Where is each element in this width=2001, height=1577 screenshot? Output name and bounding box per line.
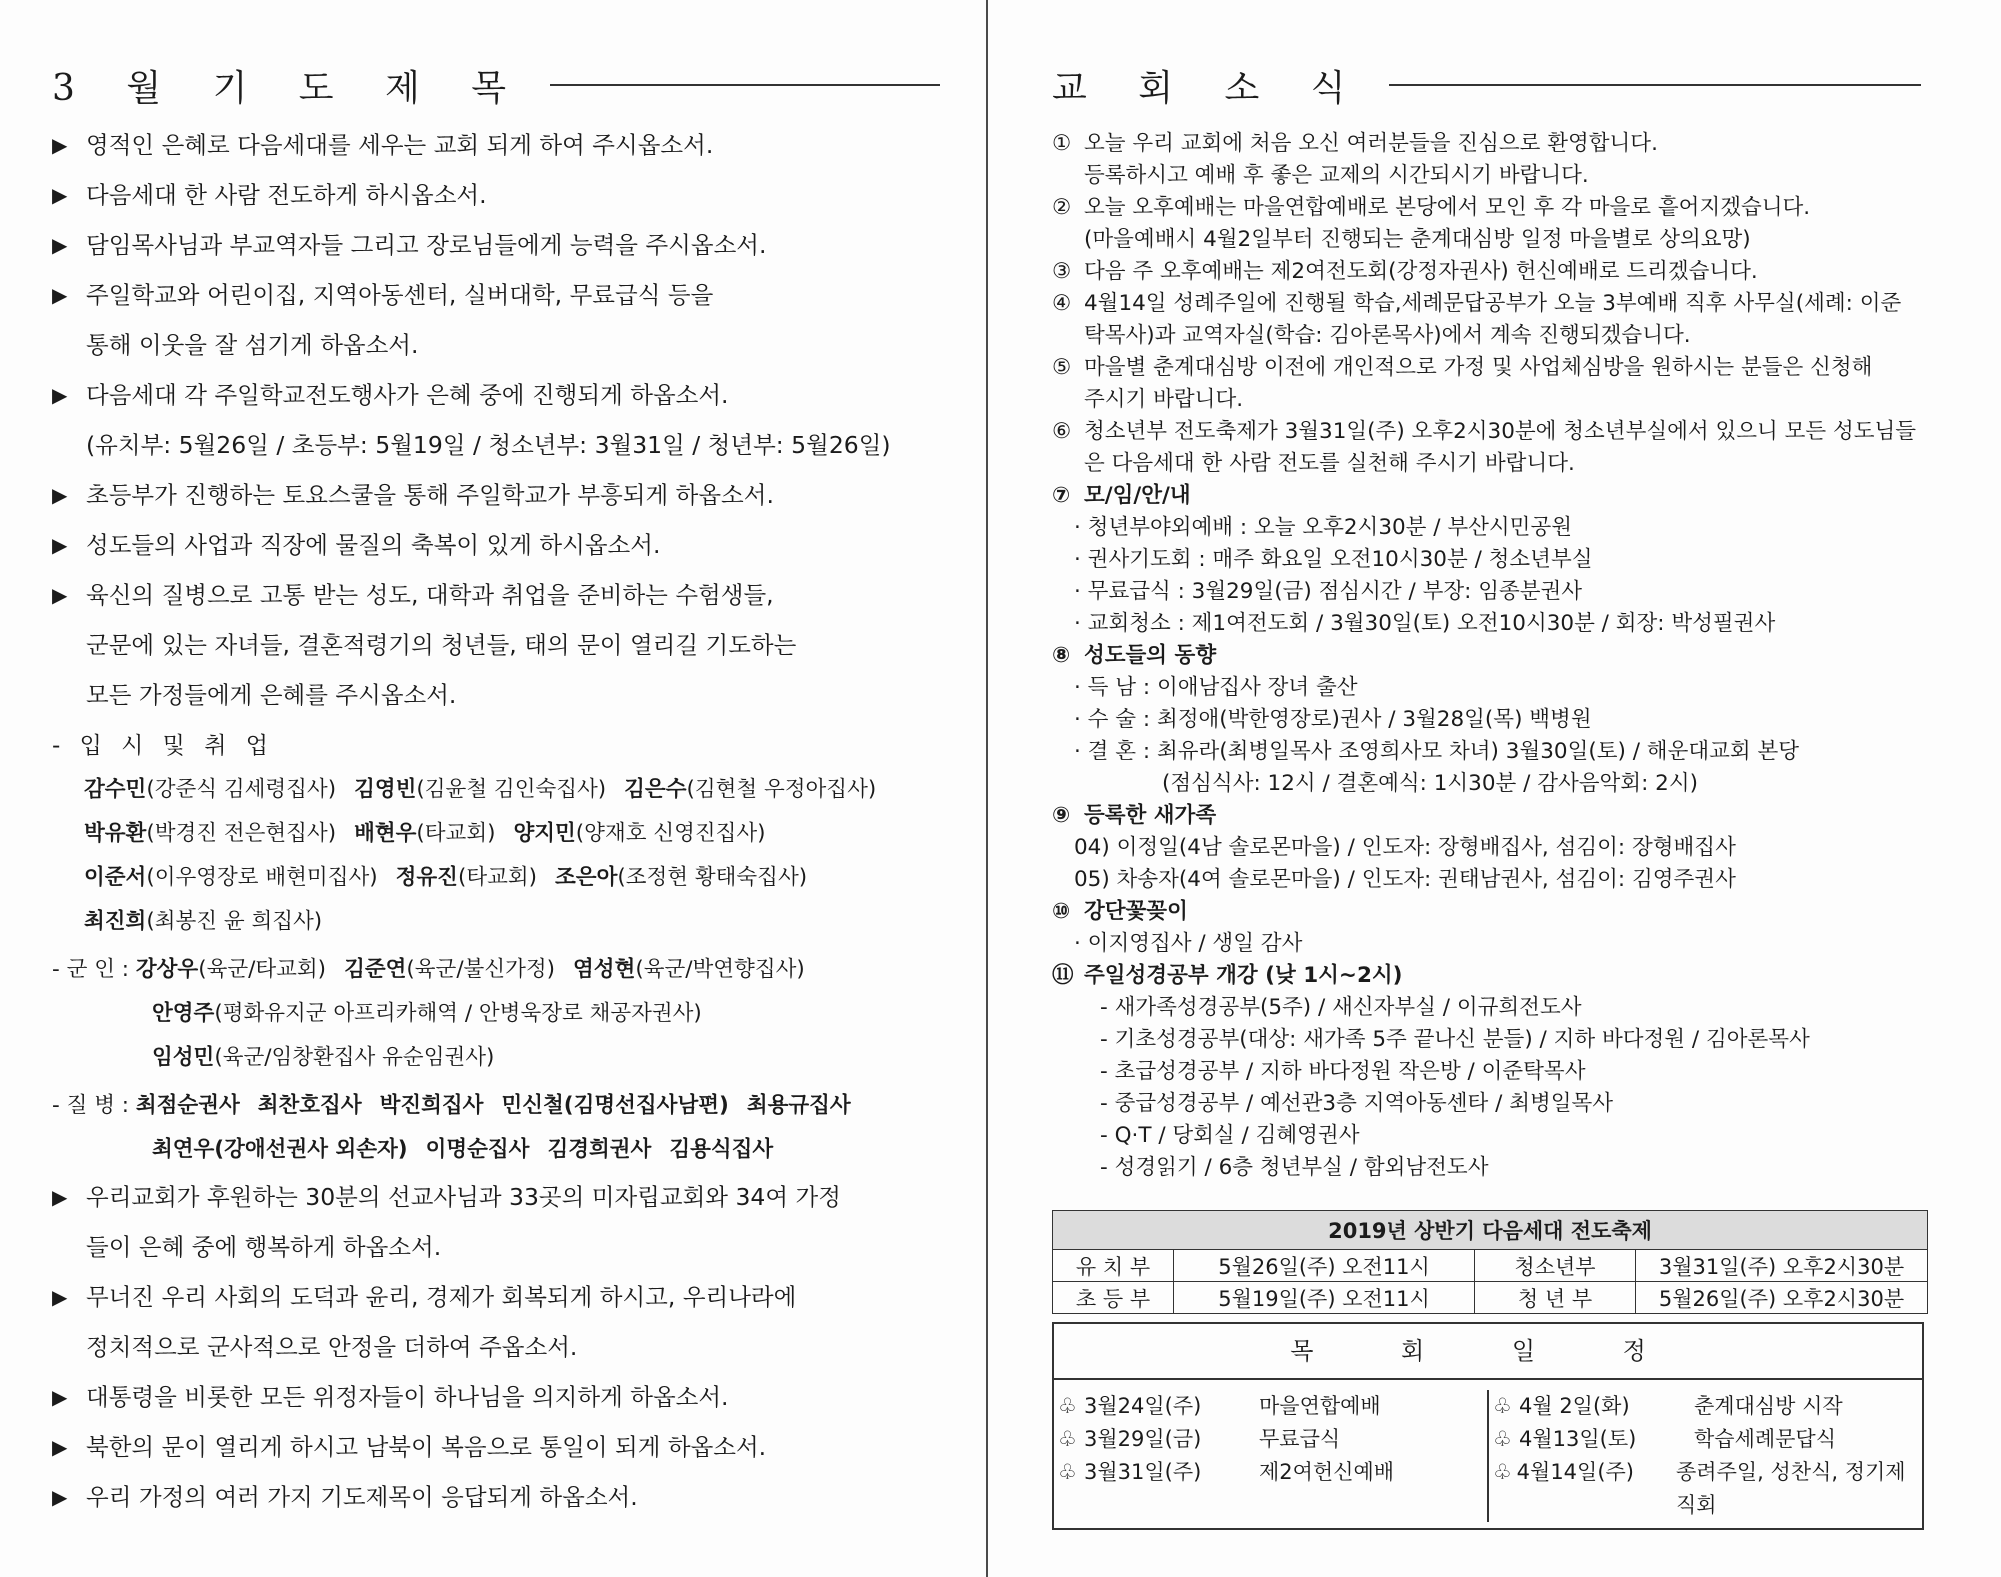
person-name: 박진희집사 — [379, 1093, 484, 1118]
schedule-entry — [1493, 1423, 1922, 1456]
person-name: 안영주 — [152, 1001, 215, 1026]
schedule-event: 춘계대심방 시작 — [1694, 1394, 1843, 1418]
person-name: 김준연 — [344, 957, 407, 982]
person-name: 정유진 — [395, 865, 458, 890]
person-name: 민신철(김명선집사남편) — [501, 1093, 729, 1118]
news-item — [1052, 256, 1941, 288]
section-label: - 질 병 : — [52, 1093, 136, 1118]
person-name: 최찬호집사 — [257, 1093, 362, 1118]
news-text: 청소년부 전도축제가 3월31일(주) 오후2시30분에 청소년부실에서 있으니 모든 성도님들 — [1084, 419, 1917, 444]
illness-names — [52, 1084, 960, 1172]
news-item — [1052, 192, 1941, 224]
clover-icon: ♧ — [1058, 1394, 1077, 1418]
item-number: ② — [1052, 195, 1072, 220]
prayer-item — [52, 1472, 960, 1522]
prayer-item — [52, 270, 960, 320]
bible-heading — [1052, 960, 1941, 992]
prayer-text: 다음세대 각 주일학교전도행사가 은혜 중에 진행되게 하옵소서. — [86, 381, 729, 409]
dept-cell: 청소년부 — [1475, 1250, 1636, 1282]
name-row — [52, 768, 960, 812]
members-note: (점심식사: 12시 / 결혼예식: 1시30분 / 감사음악회: 2시) — [1162, 771, 1698, 796]
prayer-text: 주일학교와 어린이집, 지역아동센터, 실버대학, 무료급식 등을 — [86, 281, 714, 309]
prayer-item — [52, 520, 960, 570]
prayer-item — [52, 1272, 960, 1322]
section-title: 등록한 새가족 — [1084, 803, 1217, 828]
item-number: ④ — [1052, 291, 1072, 316]
prayer-item — [52, 120, 960, 170]
title-rule — [550, 84, 940, 86]
person-note: (타교회) — [416, 821, 496, 846]
name-row — [52, 1036, 960, 1080]
admission-section — [52, 724, 960, 944]
person-name: 김용식집사 — [669, 1137, 774, 1162]
admission-names — [52, 768, 960, 944]
prayer-item — [52, 570, 960, 620]
person-note: (강준식 김세령집사) — [146, 777, 337, 802]
bullet-icon: ▶ — [52, 283, 68, 307]
prayer-text-cont: 군문에 있는 자녀들, 결혼적령기의 청년들, 태의 문이 열리길 기도하는 — [86, 631, 797, 659]
name-row — [52, 992, 960, 1036]
schedule-event: 학습세례문답식 — [1694, 1427, 1837, 1451]
prayer-text: 성도들의 사업과 직장에 물질의 축복이 있게 하시옵소서. — [86, 531, 661, 559]
schedule-date: 4월13일(토) — [1519, 1427, 1637, 1451]
families-line: 04) 이정일(4남 솔로몬마을) / 인도자: 장형배집사, 섬김이: 장형배집사 — [1074, 835, 1736, 860]
schedule-entry — [1058, 1423, 1487, 1456]
schedule-event: 종려주일, 성찬식, 정기제직회 — [1676, 1460, 1906, 1517]
schedule-entry — [1493, 1456, 1922, 1522]
table-row — [1053, 1250, 1928, 1282]
person-note: (최봉진 윤 희집사) — [146, 909, 323, 934]
schedule-date: 3월31일(주) — [1084, 1460, 1202, 1484]
person-name: 감수민 — [84, 777, 147, 802]
news-text-cont: 등록하시고 예배 후 좋은 교제의 시간되시기 바랍니다. — [1084, 163, 1589, 188]
news-text: 오늘 오후예배는 마을연합예배로 본당에서 모인 후 각 마을로 흩어지겠습니다. — [1084, 195, 1811, 220]
bullet-icon: ▶ — [52, 533, 68, 557]
bible-line: - 새가족성경공부(5주) / 새신자부실 / 이규희전도사 — [1100, 995, 1582, 1020]
military-names — [52, 948, 960, 1080]
schedule-col-left — [1054, 1390, 1487, 1522]
table-row — [1053, 1282, 1928, 1314]
prayer-item — [52, 1422, 960, 1472]
members-line: · 득 남 : 이애남집사 장녀 출산 — [1074, 675, 1358, 700]
news-text-cont: 주시기 바랍니다. — [1084, 387, 1244, 412]
name-row — [52, 948, 960, 992]
bible-line: - Q·T / 당회실 / 김혜영권사 — [1100, 1123, 1360, 1148]
news-text: 다음 주 오후예배는 제2여전도회(강정자권사) 헌신예배로 드리겠습니다. — [1084, 259, 1758, 284]
prayer-text: 무너진 우리 사회의 도덕과 윤리, 경제가 회복되게 하시고, 우리나라에 — [86, 1283, 797, 1311]
clover-icon: ♧ — [1058, 1460, 1077, 1484]
news-page — [992, 0, 2001, 1577]
schedule-entry — [1493, 1390, 1922, 1423]
news-item — [1052, 288, 1941, 320]
schedule-event: 마을연합예배 — [1259, 1394, 1381, 1418]
bullet-icon: ▶ — [52, 133, 68, 157]
illness-section — [52, 1084, 960, 1172]
item-number: ⑨ — [1052, 803, 1071, 828]
section-title: 모/임/안/내 — [1084, 483, 1191, 508]
section-title: 성도들의 동향 — [1084, 643, 1217, 668]
prayer-text: 북한의 문이 열리게 하시고 남북이 복음으로 통일이 되게 하옵소서. — [86, 1433, 767, 1461]
members-line: · 수 술 : 최정애(박한영장로)권사 / 3월28일(목) 백병원 — [1074, 707, 1592, 732]
military-section — [52, 948, 960, 1080]
bible-line: - 초급성경공부 / 지하 바다정원 작은방 / 이준탁목사 — [1100, 1059, 1586, 1084]
schedule-date: 4월14일(주) — [1516, 1460, 1634, 1484]
item-number: ⑦ — [1052, 483, 1071, 508]
person-note: (김윤철 김인숙집사) — [416, 777, 607, 802]
bullet-icon: ▶ — [52, 1285, 68, 1309]
person-name: 최연우(강애선권사 외손자) — [152, 1137, 408, 1162]
person-name: 임성민 — [152, 1045, 215, 1070]
news-item — [1052, 128, 1941, 160]
item-number: ⑧ — [1052, 643, 1071, 668]
person-note: (양재호 신영진집사) — [575, 821, 766, 846]
bullet-icon: ▶ — [52, 383, 68, 407]
prayer-text: 대통령을 비롯한 모든 위정자들이 하나님을 의지하게 하옵소서. — [86, 1383, 729, 1411]
schedule-date: 3월29일(금) — [1084, 1427, 1202, 1451]
name-row — [52, 1128, 960, 1172]
festival-title: 2019년 상반기 다음세대 전도축제 — [1053, 1211, 1928, 1250]
gatherings-line: · 교회청소 : 제1여전도회 / 3월30일(토) 오전10시30분 / 회장: 박성필권사 — [1074, 611, 1776, 636]
date-cell: 5월26일(주) 오전11시 — [1174, 1250, 1475, 1282]
prayer-text-cont: 정치적으로 군사적으로 안정을 더하여 주옵소서. — [86, 1333, 578, 1361]
news-text: 마을별 춘계대심방 이전에 개인적으로 가정 및 사업체심방을 원하시는 분들은 신청해 — [1084, 355, 1873, 380]
families-heading — [1052, 800, 1941, 832]
prayer-text: 육신의 질병으로 고통 받는 성도, 대학과 취업을 준비하는 수험생들, — [86, 581, 774, 609]
bullet-icon: ▶ — [52, 1385, 68, 1409]
person-name: 양지민 — [513, 821, 576, 846]
person-note: (김현철 우정아집사) — [686, 777, 877, 802]
schedule-event: 제2여헌신예배 — [1259, 1460, 1395, 1484]
prayer-text-cont: 모든 가정들에게 은혜를 주시옵소서. — [86, 681, 457, 709]
bible-line: - 기초성경공부(대상: 새가족 5주 끝나신 분들) / 지하 바다정원 / 김아론목사 — [1100, 1027, 1810, 1052]
date-cell: 5월19일(주) 오전11시 — [1174, 1282, 1475, 1314]
news-item — [1052, 416, 1941, 448]
item-number: ⑤ — [1052, 355, 1072, 380]
person-note: (타교회) — [457, 865, 538, 890]
person-note: (육군/불신가정) — [406, 957, 556, 982]
person-name: 염성현 — [573, 957, 636, 982]
item-number: ⑥ — [1052, 419, 1072, 444]
section-title: 주일성경공부 개강 (낮 1시~2시) — [1084, 963, 1403, 988]
schedule-date: 4월 2일(화) — [1519, 1394, 1630, 1418]
bullet-icon: ▶ — [52, 1435, 68, 1459]
person-note: (평화유지군 아프리카해역 / 안병욱장로 채공자권사) — [214, 1001, 702, 1026]
prayer-text: 다음세대 한 사람 전도하게 하시옵소서. — [86, 181, 487, 209]
schedule-col-right — [1487, 1390, 1922, 1522]
schedule-entry — [1058, 1456, 1487, 1489]
bible-line: - 중급성경공부 / 예선관3층 지역아동센타 / 최병일목사 — [1100, 1091, 1614, 1116]
prayer-item — [52, 170, 960, 220]
item-number: ① — [1052, 131, 1072, 156]
name-row — [52, 812, 960, 856]
date-cell: 5월26일(주) 오후2시30분 — [1636, 1282, 1928, 1314]
prayer-text: 우리교회가 후원하는 30분의 선교사님과 33곳의 미자립교회와 34여 가정 — [86, 1183, 841, 1211]
news-heading — [1052, 50, 1941, 120]
prayer-text-cont: (유치부: 5월26일 / 초등부: 5월19일 / 청소년부: 3월31일 / 청년부: 5월26일) — [86, 431, 891, 459]
news-list — [1052, 128, 1941, 1184]
name-row — [52, 1084, 960, 1128]
person-name: 강상우 — [135, 957, 199, 982]
bible-line: - 성경읽기 / 6층 청년부실 / 함외남전도사 — [1100, 1155, 1489, 1180]
news-item — [1052, 352, 1941, 384]
person-name: 김영빈 — [354, 777, 417, 802]
person-note: (박경진 전은현집사) — [146, 821, 337, 846]
person-name: 박유환 — [84, 821, 147, 846]
prayer-item — [52, 1172, 960, 1222]
item-number: ⑩ — [1052, 899, 1071, 924]
schedule-date: 3월24일(주) — [1084, 1394, 1202, 1418]
bullet-icon: ▶ — [52, 233, 68, 257]
gatherings-line: · 무료급식 : 3월29일(금) 점심시간 / 부장: 임종분권사 — [1074, 579, 1583, 604]
prayer-item — [52, 370, 960, 420]
bullet-icon: ▶ — [52, 1485, 68, 1509]
members-line: · 결 혼 : 최유라(최병일목사 조영희사모 차녀) 3월30일(토) / 해운대교회 본당 — [1074, 739, 1800, 764]
person-name: 이명순집사 — [425, 1137, 530, 1162]
name-row — [52, 856, 960, 900]
person-name: 최점순권사 — [135, 1093, 240, 1118]
members-heading — [1052, 640, 1941, 672]
dept-cell: 청 년 부 — [1475, 1282, 1636, 1314]
flowers-heading — [1052, 896, 1941, 928]
prayer-item — [52, 1372, 960, 1422]
prayer-page — [0, 0, 990, 1577]
dept-cell: 초 등 부 — [1053, 1282, 1174, 1314]
news-text-cont: (마을예배시 4월2일부터 진행되는 춘계대심방 일정 마을별로 상의요망) — [1084, 227, 1751, 252]
section-label: - 군 인 : — [52, 957, 136, 982]
section-title: 강단꽃꽂이 — [1084, 899, 1188, 924]
schedule-event: 무료급식 — [1259, 1427, 1341, 1451]
item-number: ⑪ — [1052, 963, 1074, 988]
person-name: 김은수 — [624, 777, 687, 802]
person-name: 최진희 — [84, 909, 147, 934]
person-note: (조정현 황태숙집사) — [617, 865, 808, 890]
clover-icon: ♧ — [1493, 1460, 1512, 1484]
gatherings-line: · 권사기도회 : 매주 화요일 오전10시30분 / 청소년부실 — [1074, 547, 1593, 572]
person-name: 배현우 — [354, 821, 417, 846]
prayer-list-2 — [52, 1172, 960, 1522]
admission-label: - 입 시 및 취 업 — [52, 733, 274, 759]
prayer-text: 영적인 은혜로 다음세대를 세우는 교회 되게 하여 주시옵소서. — [86, 131, 714, 159]
gatherings-heading — [1052, 480, 1941, 512]
prayer-text: 담임목사님과 부교역자들 그리고 장로님들에게 능력을 주시옵소서. — [86, 231, 767, 259]
date-cell: 3월31일(주) 오후2시30분 — [1636, 1250, 1928, 1282]
dept-cell: 유 치 부 — [1053, 1250, 1174, 1282]
news-text: 4월14일 성례주일에 진행될 학습,세례문답공부가 오늘 3부예배 직후 사무실(세례: 이준 — [1084, 291, 1902, 316]
prayer-item — [52, 220, 960, 270]
prayer-text-cont: 들이 은혜 중에 행복하게 하옵소서. — [86, 1233, 442, 1261]
prayer-text-cont: 통해 이웃을 잘 섬기게 하옵소서. — [86, 331, 419, 359]
person-name: 김경희권사 — [547, 1137, 652, 1162]
news-text-cont: 은 다음세대 한 사람 전도를 실천해 주시기 바랍니다. — [1084, 451, 1575, 476]
evangelism-festival-table — [1052, 1210, 1928, 1314]
prayer-list — [52, 120, 960, 720]
person-note: (육군/임창환집사 유순임권사) — [214, 1045, 495, 1070]
prayer-item — [52, 470, 960, 520]
flowers-line: · 이지영집사 / 생일 감사 — [1074, 931, 1303, 956]
person-note: (육군/타교회) — [198, 957, 327, 982]
news-text-cont: 탁목사)과 교역자실(학습: 김아론목사)에서 계속 진행되겠습니다. — [1084, 323, 1691, 348]
page-title: 3 월 기 도 제 목 — [52, 67, 527, 109]
name-row — [52, 900, 960, 944]
title-rule — [1389, 84, 1921, 86]
prayer-heading — [52, 50, 960, 120]
prayer-text: 우리 가정의 여러 가지 기도제목이 응답되게 하옵소서. — [86, 1483, 638, 1511]
person-note: (이우영장로 배현미집사) — [146, 865, 378, 890]
schedule-entry — [1058, 1390, 1487, 1423]
schedule-title: 목 회 일 정 — [1054, 1324, 1922, 1380]
item-number: ③ — [1052, 259, 1072, 284]
news-text: 오늘 우리 교회에 처음 오신 여러분들을 진심으로 환영합니다. — [1084, 131, 1658, 156]
person-name: 최용규집사 — [746, 1093, 851, 1118]
pastoral-schedule — [1052, 1322, 1924, 1530]
person-name: 이준서 — [84, 865, 147, 890]
bullet-icon: ▶ — [52, 583, 68, 607]
clover-icon: ♧ — [1493, 1427, 1512, 1451]
clover-icon: ♧ — [1058, 1427, 1077, 1451]
prayer-text: 초등부가 진행하는 토요스쿨을 통해 주일학교가 부흥되게 하옵소서. — [86, 481, 774, 509]
news-title: 교 회 소 식 — [1052, 67, 1366, 109]
person-name: 조은아 — [555, 865, 618, 890]
clover-icon: ♧ — [1493, 1394, 1512, 1418]
person-note: (육군/박연향집사) — [635, 957, 805, 982]
bullet-icon: ▶ — [52, 183, 68, 207]
bullet-icon: ▶ — [52, 483, 68, 507]
families-line: 05) 차송자(4여 솔로몬마을) / 인도자: 권태남권사, 섬김이: 김영주권사 — [1074, 867, 1736, 892]
gatherings-line: · 청년부야외예배 : 오늘 오후2시30분 / 부산시민공원 — [1074, 515, 1572, 540]
bullet-icon: ▶ — [52, 1185, 68, 1209]
